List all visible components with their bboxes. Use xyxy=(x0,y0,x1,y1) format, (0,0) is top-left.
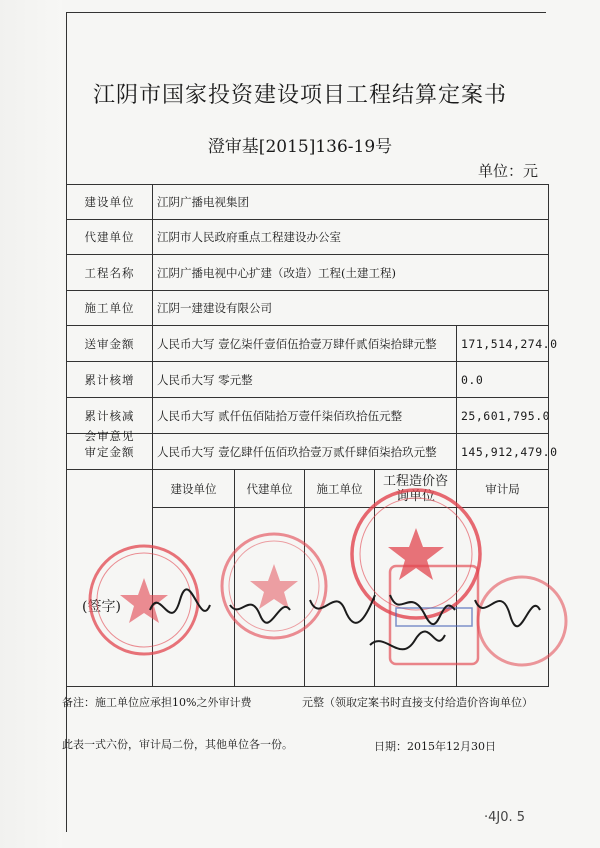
row-label: 送审金额 xyxy=(67,326,153,362)
page-edge xyxy=(0,0,62,848)
table-row xyxy=(67,255,549,291)
row-value: 人民币大写 壹亿肆仟伍佰玖拾壹万贰仟肆佰柒拾玖元整 xyxy=(153,434,457,470)
sign-label: (签字) xyxy=(82,599,121,615)
document-date: 日期：2015年12月30日 xyxy=(374,740,496,753)
pencil-mark: ·4J0. 5 xyxy=(484,810,526,825)
row-value: 江阴一建建设有限公司 xyxy=(153,291,549,326)
row-value: 江阴市人民政府重点工程建设办公室 xyxy=(153,220,549,255)
currency-unit: 单位：元 xyxy=(477,162,538,180)
remark-payment: 元整（领取定案书时直接支付给造价咨询单位） xyxy=(302,696,533,709)
table-row xyxy=(67,362,549,398)
opinion-col-agent: 代建单位 xyxy=(235,470,305,508)
opinion-col-contractor: 施工单位 xyxy=(305,470,375,508)
row-amount: 171,514,274.0 xyxy=(457,326,549,362)
row-value: 人民币大写 壹亿柒仟壹佰伍拾壹万肆仟贰佰柒拾肆元整 xyxy=(153,326,457,362)
row-value: 江阴广播电视集团 xyxy=(153,185,549,220)
row-amount: 0.0 xyxy=(457,362,549,398)
row-amount: 25,601,795.0 xyxy=(457,398,549,434)
table-row xyxy=(67,291,549,326)
row-value: 人民币大写 贰仟伍佰陆拾万壹仟柒佰玖拾伍元整 xyxy=(153,398,457,434)
row-label: 施工单位 xyxy=(67,291,153,326)
frame-line-top xyxy=(66,12,546,13)
table-row xyxy=(67,326,549,362)
handwritten-signatures xyxy=(140,580,560,670)
opinion-col-construction: 建设单位 xyxy=(153,470,235,508)
row-value: 人民币大写 零元整 xyxy=(153,362,457,398)
document-title: 江阴市国家投资建设项目工程结算定案书 xyxy=(92,83,507,108)
row-amount: 145,912,479.0 xyxy=(457,434,549,470)
opinion-label: 会审意见 xyxy=(84,429,135,443)
row-label: 累计核减 xyxy=(67,398,153,434)
row-label: 工程名称 xyxy=(67,255,153,291)
table-row xyxy=(67,185,549,220)
row-label: 审定金额 xyxy=(67,434,153,470)
table-row xyxy=(67,220,549,255)
remark-note: 备注：施工单位应承担10%之外审计费 xyxy=(62,696,252,709)
row-label: 建设单位 xyxy=(67,185,153,220)
row-value: 江阴广播电视中心扩建（改造）工程(土建工程) xyxy=(153,255,549,291)
opinion-col-audit: 审计局 xyxy=(457,470,549,508)
opinion-col-consultant: 工程造价咨询单位 xyxy=(375,470,457,508)
row-label: 累计核增 xyxy=(67,362,153,398)
row-label: 代建单位 xyxy=(67,220,153,255)
document-number: 澄审基[2015]136-19号 xyxy=(207,137,393,157)
copies-note: 此表一式六份，审计局二份，其他单位各一份。 xyxy=(62,738,293,751)
